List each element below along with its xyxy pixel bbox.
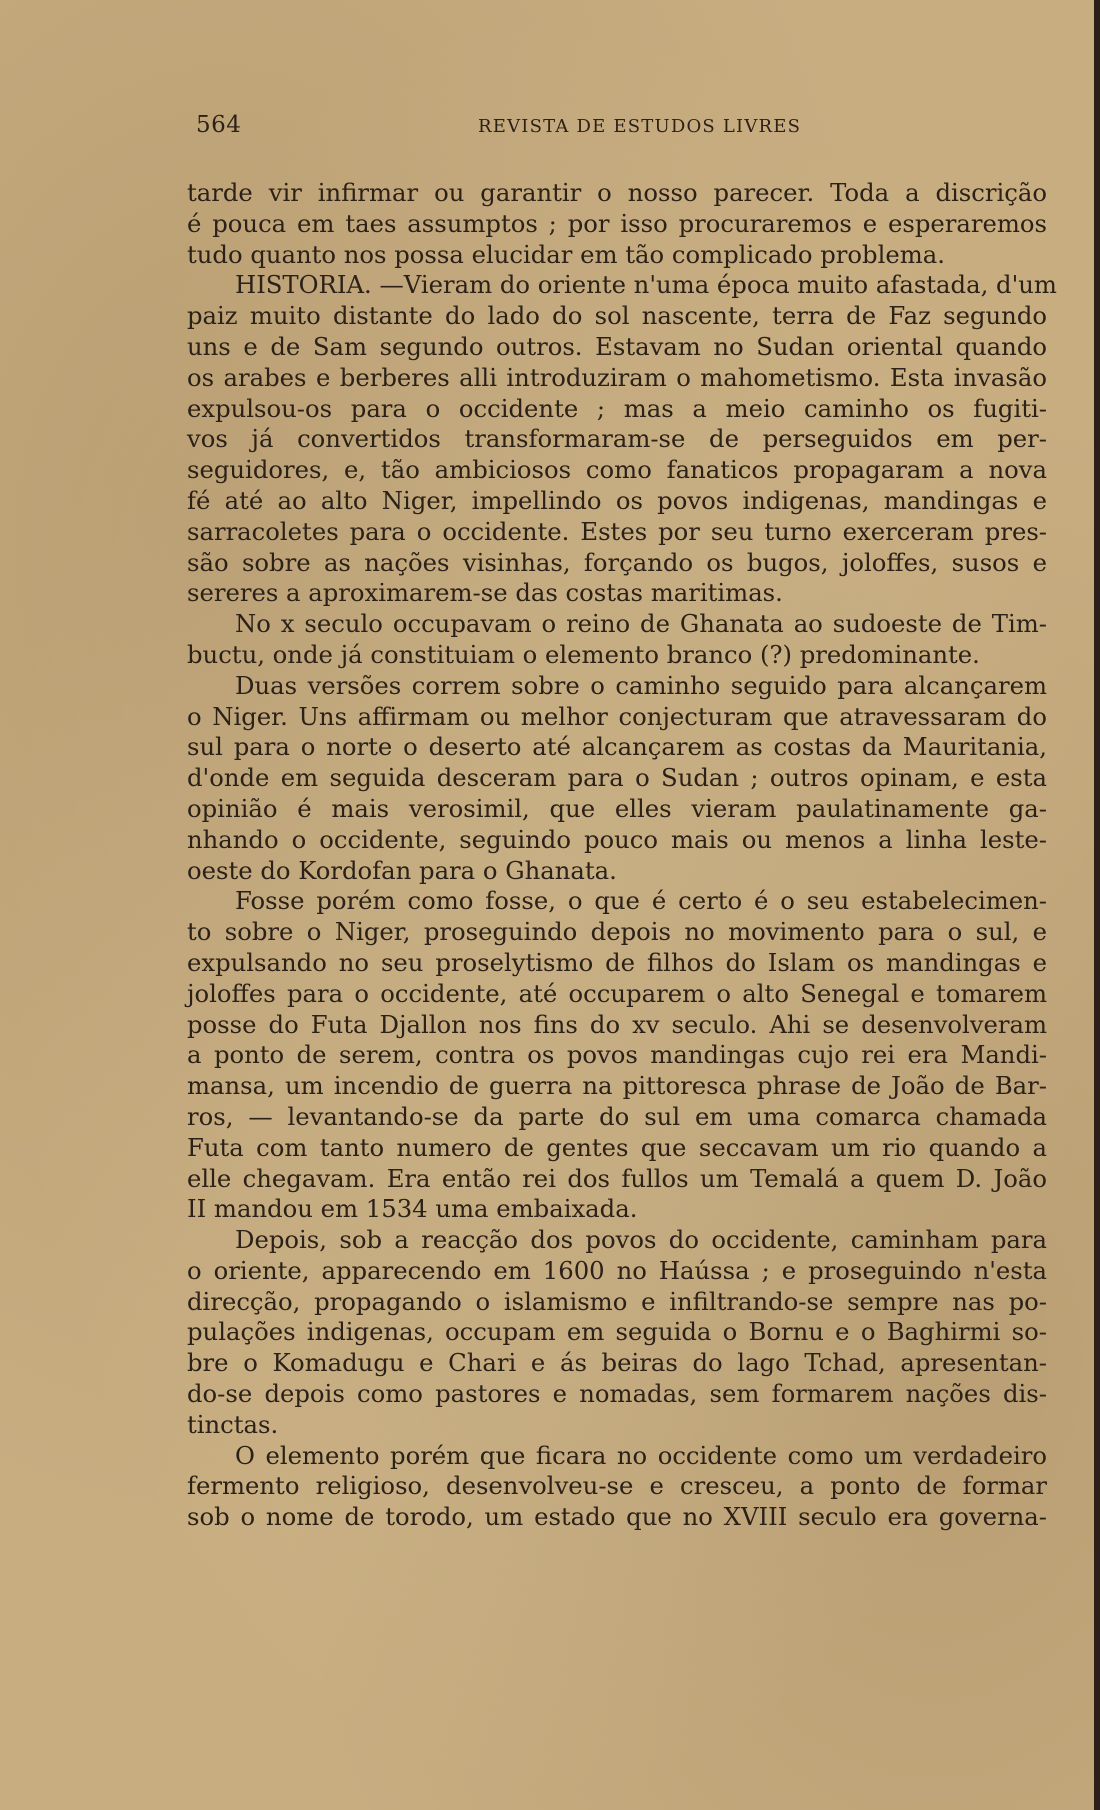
text-line: o oriente, apparecendo em 1600 no Haússa ; e proseguindo n'esta (187, 1255, 1047, 1285)
text-line: ros, — levantando-se da parte do sul em uma comarca chamada (187, 1101, 1047, 1131)
text-line: sereres a aproximarem-se das costas maritimas. (187, 578, 783, 608)
journal-title: REVISTA DE ESTUDOS LIVRES (478, 116, 802, 137)
text-line: são sobre as nações visinhas, forçando os bugos, joloffes, susos e (187, 547, 1047, 577)
text-line: Depois, sob a reacção dos povos do occidente, caminham para (235, 1225, 1047, 1255)
text-line: joloffes para o occidente, até occuparem o alto Senegal e tomarem (187, 978, 1047, 1008)
text-line: pulações indigenas, occupam em seguida o Bornu e o Baghirmi so- (187, 1317, 1047, 1347)
text-line: HISTORIA. —Vieram do oriente n'uma época muito afastada, d'um (235, 270, 1057, 300)
text-line: os arabes e berberes alli introduziram o mahometismo. Esta invasão (187, 362, 1047, 392)
text-line: mansa, um incendio de guerra na pittoresca phrase de João de Bar- (187, 1071, 1047, 1101)
text-line: tudo quanto nos possa elucidar em tão complicado problema. (187, 239, 945, 269)
text-line: direcção, propagando o islamismo e infiltrando-se sempre nas po- (187, 1286, 1047, 1316)
text-line: oeste do Kordofan para o Ghanata. (187, 855, 617, 885)
text-line: fermento religioso, desenvolveu-se e cresceu, a ponto de formar (187, 1471, 1047, 1501)
text-line: buctu, onde já constituiam o elemento branco (?) predominante. (187, 639, 980, 669)
text-line: d'onde em seguida desceram para o Sudan ; outros opinam, e esta (187, 763, 1047, 793)
text-line: bre o Komadugu e Chari e ás beiras do lago Tchad, apresentan- (187, 1348, 1047, 1378)
text-line: paiz muito distante do lado do sol nascente, terra de Faz segundo (187, 301, 1047, 331)
text-line: fé até ao alto Niger, impellindo os povos indigenas, mandingas e (187, 485, 1047, 515)
text-line: seguidores, e, tão ambiciosos como fanaticos propagaram a nova (187, 455, 1047, 485)
text-line: opinião é mais verosimil, que elles vieram paulatinamente ga- (187, 793, 1047, 823)
text-line: o Niger. Uns affirmam ou melhor conjecturam que atravessaram do (187, 701, 1047, 731)
text-line: No x seculo occupavam o reino de Ghanata ao sudoeste de Tim- (235, 609, 1047, 639)
text-line: a ponto de serem, contra os povos mandingas cujo rei era Mandi- (187, 1040, 1047, 1070)
text-line: sob o nome de torodo, um estado que no XVIII seculo era governa- (187, 1502, 1047, 1532)
page-number: 564 (196, 112, 242, 138)
text-line: elle chegavam. Era então rei dos fullos um Temalá a quem D. João (187, 1163, 1047, 1193)
text-line: Fosse porém como fosse, o que é certo é o seu estabelecimen- (235, 886, 1047, 916)
text-line: expulsando no seu proselytismo de filhos do Islam os mandingas e (187, 947, 1047, 977)
text-line: é pouca em taes assumptos ; por isso procuraremos e esperaremos (187, 208, 1047, 238)
text-line: to sobre o Niger, proseguindo depois no movimento para o sul, e (187, 917, 1047, 947)
text-line: sul para o norte o deserto até alcançarem as costas da Mauritania, (187, 732, 1047, 762)
text-line: uns e de Sam segundo outros. Estavam no Sudan oriental quando (187, 331, 1047, 361)
text-line: tarde vir infirmar ou garantir o nosso parecer. Toda a discrição (187, 178, 1047, 207)
body-text (187, 178, 1057, 1533)
text-line: do-se depois como pastores e nomadas, sem formarem nações dis- (187, 1379, 1047, 1409)
text-line: Futa com tanto numero de gentes que seccavam um rio quando a (187, 1132, 1047, 1162)
page-edge-shadow (1094, 0, 1100, 1810)
text-line: expulsou-os para o occidente ; mas a meio caminho os fugiti- (187, 393, 1047, 423)
text-line: sarracoletes para o occidente. Estes por seu turno exerceram pres- (187, 516, 1047, 546)
text-line: vos já convertidos transformaram-se de perseguidos em per- (187, 424, 1047, 454)
text-line: O elemento porém que ficara no occidente como um verdadeiro (235, 1440, 1047, 1470)
text-line: tinctas. (187, 1409, 279, 1439)
text-line: II mandou em 1534 uma embaixada. (187, 1194, 638, 1224)
running-head (196, 112, 1036, 142)
text-line: nhando o occidente, seguindo pouco mais ou menos a linha leste- (187, 824, 1047, 854)
text-line: Duas versões correm sobre o caminho seguido para alcançarem (235, 670, 1047, 700)
text-line: posse do Futa Djallon nos fins do xv seculo. Ahi se desenvolveram (187, 1009, 1047, 1039)
